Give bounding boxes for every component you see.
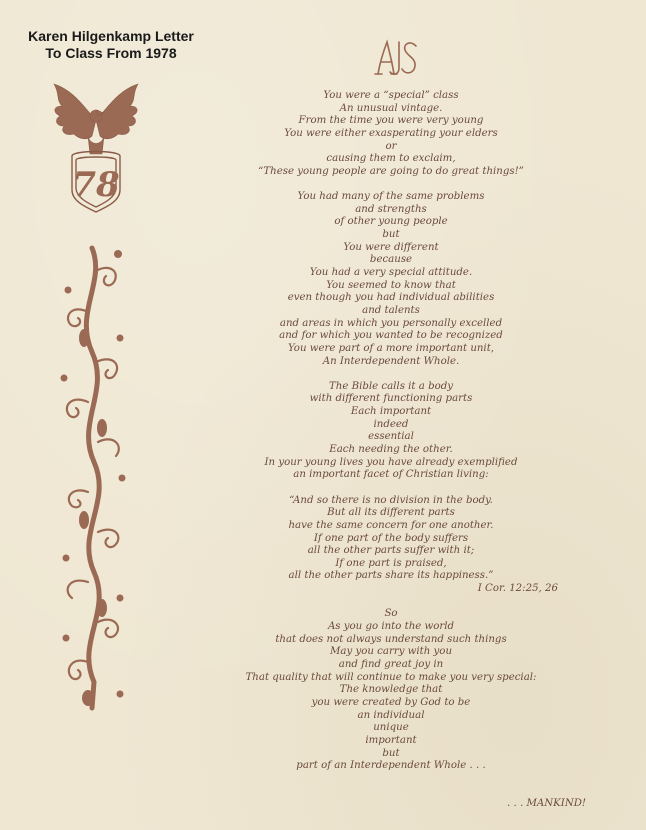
poem-line: essential	[368, 431, 414, 443]
poem-line: “These young people are going to do great things!”	[258, 165, 524, 177]
poem-line: So	[384, 608, 398, 620]
poem-line: You were different	[343, 241, 439, 253]
caption-line-2: To Class From 1978	[45, 45, 177, 61]
poem-line: You had many of the same problems	[297, 191, 485, 203]
poem-line: That quality that will continue to make you very special:	[245, 671, 537, 683]
caption-line-1: Karen Hilgenkamp Letter	[28, 28, 194, 44]
poem-line: You were part of a more important unit,	[287, 342, 495, 354]
poem-line: You were either exasperating your elders	[284, 127, 498, 139]
poem-line: an important facet of Christian living:	[293, 469, 489, 481]
stanza-2	[218, 191, 564, 368]
poem-line: and talents	[362, 305, 420, 316]
poem-line: An unusual vintage.	[339, 102, 443, 114]
poem-line: that does not always understand such things	[275, 633, 507, 645]
poem-line: and strengths	[355, 203, 427, 215]
poem-line: If one part is praised,	[335, 557, 447, 569]
poem-line: unique	[373, 722, 409, 734]
eagle-emblem-icon	[46, 80, 146, 216]
ajs-monogram-icon	[370, 36, 420, 80]
stanza-1	[218, 90, 564, 179]
emblem-year: 78	[72, 165, 120, 205]
poem-line: You had a very special attitude.	[309, 267, 473, 279]
poem-line: and find great joy in	[338, 658, 444, 670]
poem-line: you were created by God to be	[311, 696, 471, 708]
poem-line: but	[382, 229, 400, 241]
poem-line: part of an Interdependent Whole . . .	[296, 760, 486, 772]
poem-line: all the other parts suffer with it;	[307, 545, 475, 557]
poem-line: indeed	[373, 418, 409, 430]
poem-line: “And so there is no division in the body.	[289, 494, 493, 506]
poem-line: because	[369, 254, 413, 266]
poem-line: From the time you were very young	[298, 115, 484, 127]
stanza-4	[218, 495, 564, 596]
poem-line: As you go into the world	[327, 620, 455, 632]
poem-line: Each important	[350, 406, 432, 418]
stanza-5	[218, 608, 564, 773]
poem-line: but	[382, 747, 400, 759]
poem-line: But all its different parts	[327, 507, 455, 519]
floral-vine-ornament-icon	[54, 242, 134, 712]
image-caption	[22, 28, 200, 62]
closing-mankind: . . . MANKIND!	[507, 798, 586, 809]
poem-line: May you carry with you	[329, 646, 453, 658]
poem-line: important	[365, 734, 417, 746]
poem-line: You were a “special” class	[323, 90, 459, 101]
poem-line: all the other parts share its happiness.”	[288, 570, 494, 582]
poem-line: The knowledge that	[339, 684, 443, 696]
poem-line: In your young lives you have already exemplified	[264, 456, 518, 468]
poem-line: An Interdependent Whole.	[322, 355, 460, 367]
poem-line: of other young people	[334, 216, 448, 228]
poem-line: Each needing the other.	[329, 444, 453, 456]
poem-line: causing them to exclaim,	[326, 153, 456, 165]
poem-line: an individual	[357, 709, 425, 721]
bible-citation: I Cor. 12:25, 26	[477, 583, 558, 595]
poem-line: with different functioning parts	[309, 393, 473, 405]
poem-line: and areas in which you personally excelled	[279, 317, 503, 329]
poem-line: and for which you wanted to be recognized	[279, 330, 503, 342]
stanza-3	[218, 381, 564, 482]
poem-line: have the same concern for one another.	[288, 519, 494, 531]
poem-line: You seemed to know that	[326, 279, 456, 291]
poem	[218, 90, 564, 785]
poem-line: If one part of the body suffers	[313, 532, 469, 544]
poem-line: even though you had individual abilities	[287, 292, 495, 304]
poem-line: The Bible calls it a body	[328, 380, 453, 392]
poem-line: or	[385, 140, 397, 152]
